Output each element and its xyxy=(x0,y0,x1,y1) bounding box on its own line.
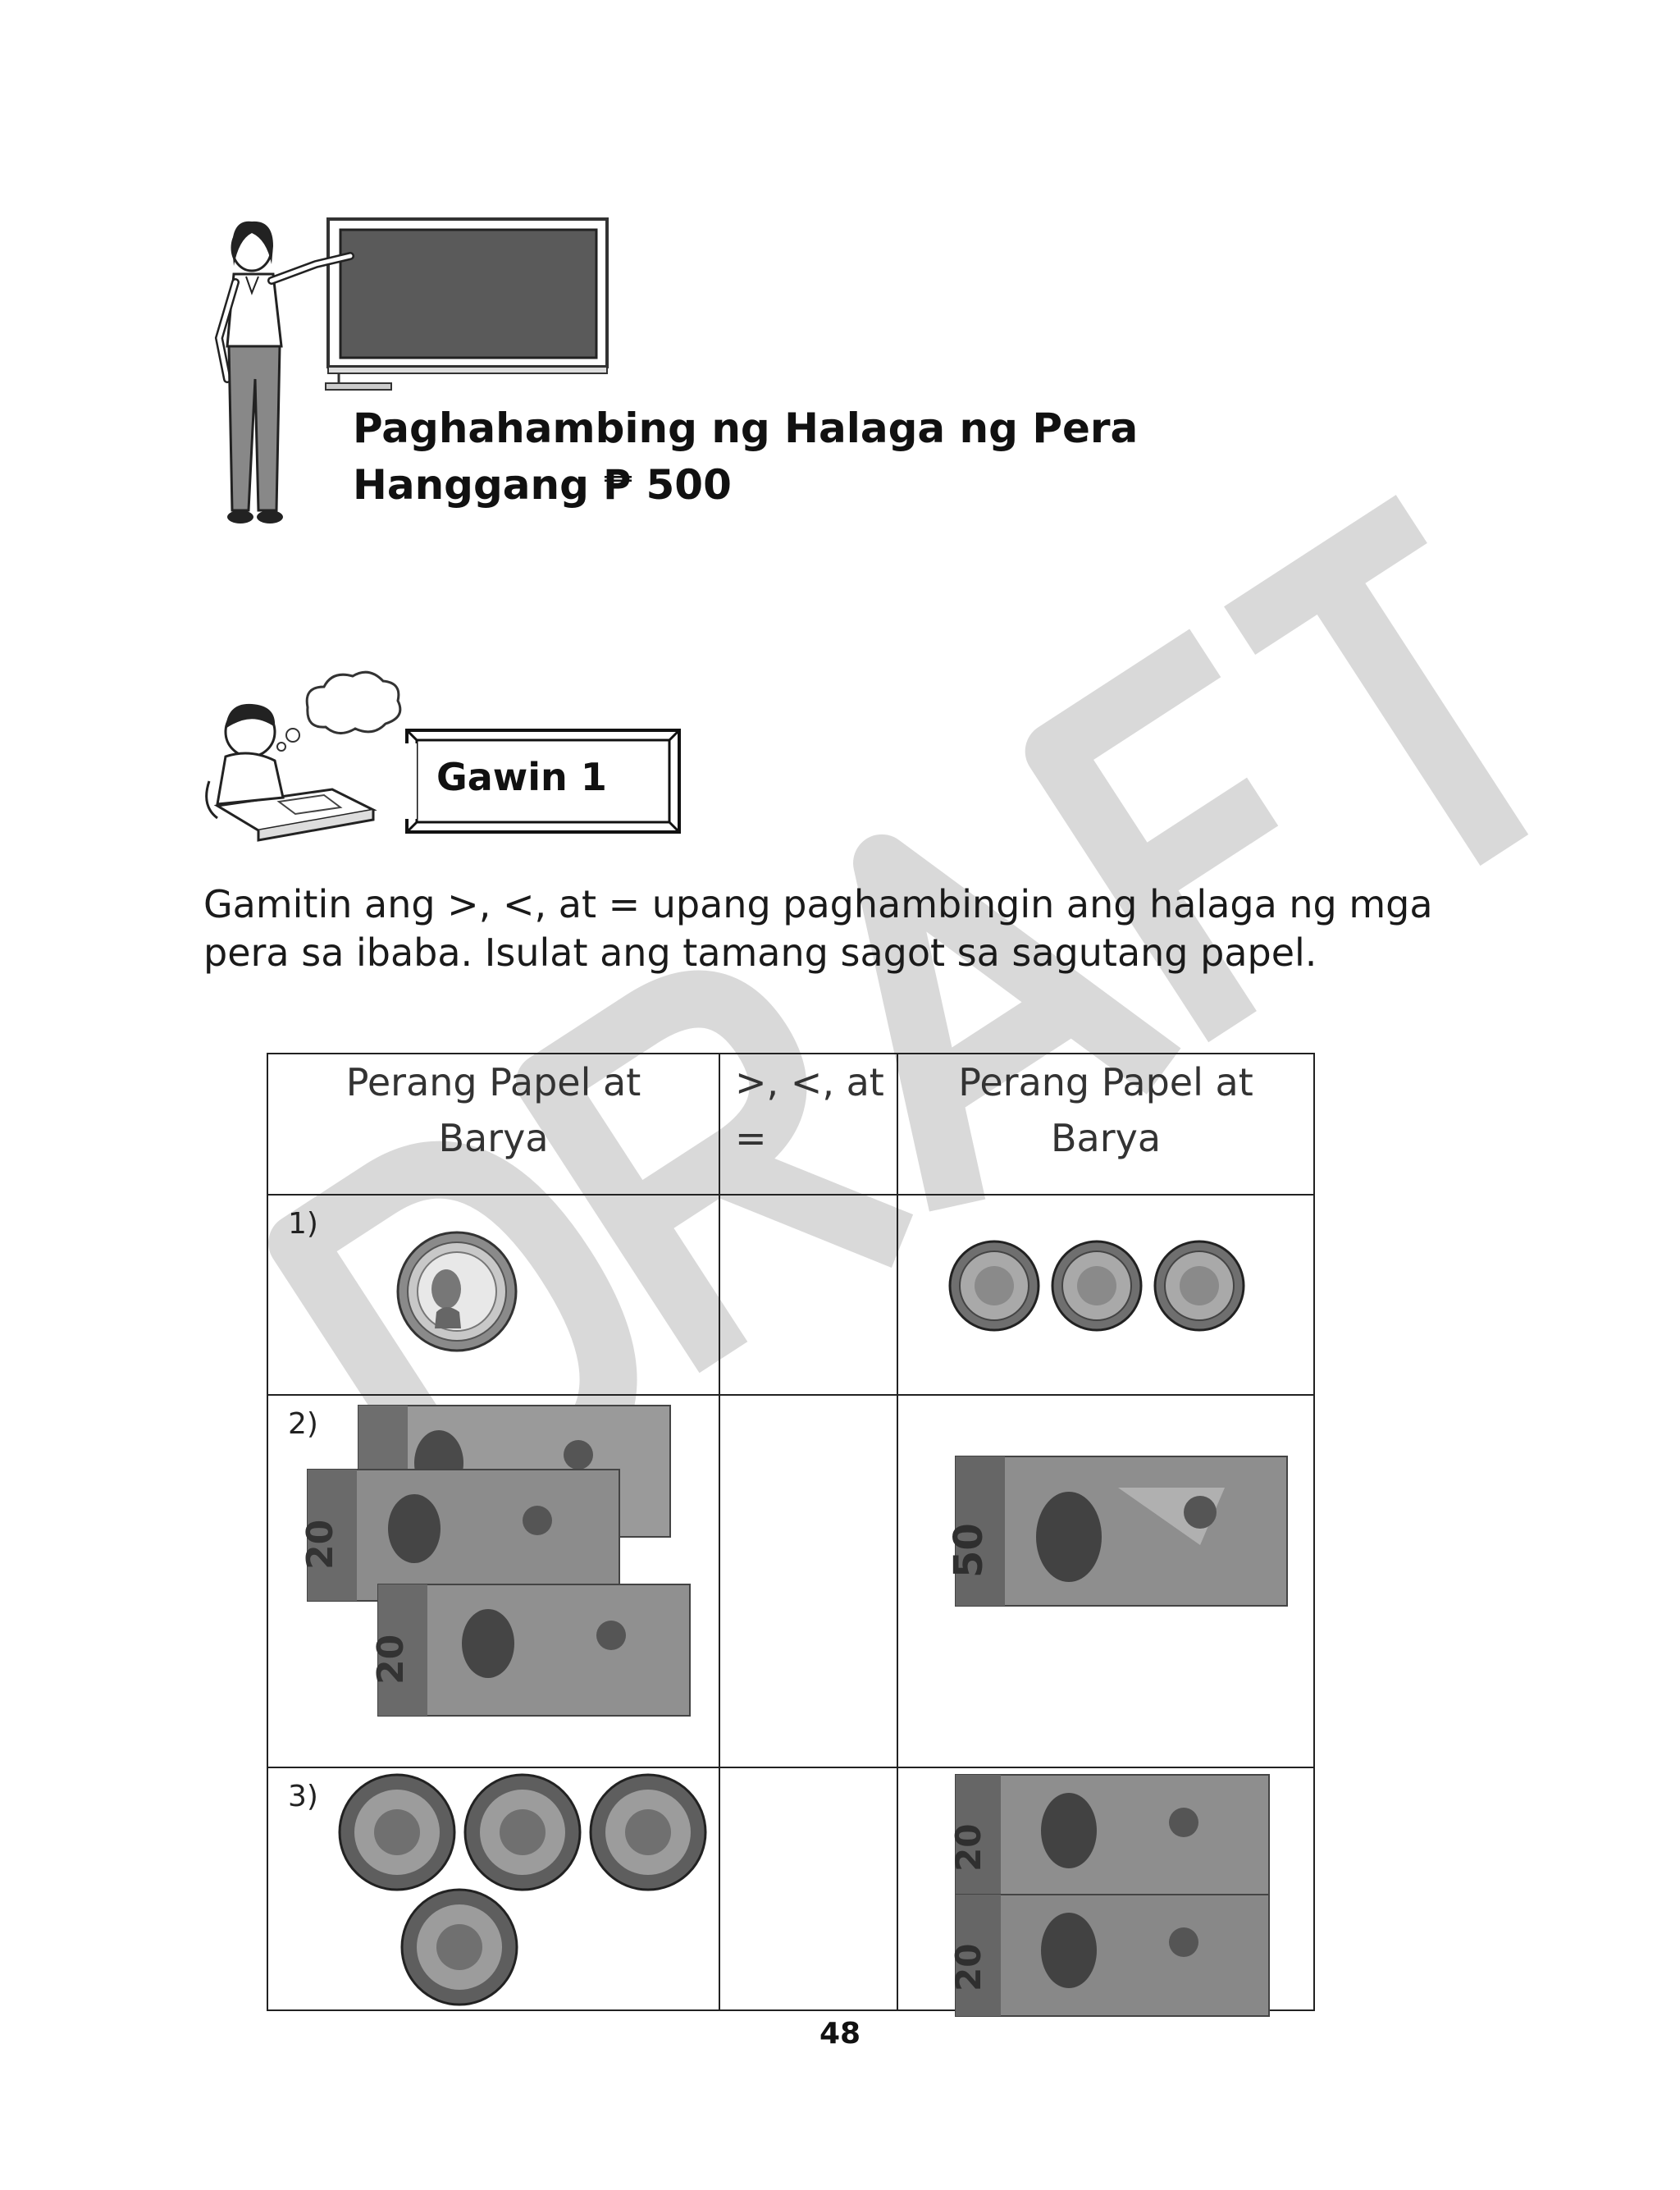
row-2-left-cell xyxy=(267,1395,719,1767)
row-3-answer-cell[interactable] xyxy=(719,1767,897,2010)
table-row xyxy=(267,1195,1314,1395)
row-1-number: 1) xyxy=(288,1207,318,1241)
header-comparison: >, <, at = xyxy=(719,1054,897,1195)
four-five-peso-coins-image xyxy=(338,1773,707,2008)
activity-label: Gawin 1 xyxy=(436,755,607,799)
title-line-1: Paghahambing ng Halaga ng Pera xyxy=(353,405,1139,452)
table-row xyxy=(267,1767,1314,2010)
svg-text:50: 50 xyxy=(946,1523,992,1578)
fifty-peso-bill-image xyxy=(946,1455,1289,1607)
row-3-number: 3) xyxy=(288,1780,318,1813)
row-1-right-cell xyxy=(897,1195,1314,1395)
row-1-answer-cell[interactable] xyxy=(719,1195,897,1395)
header-left-money: Perang Papel at Barya xyxy=(267,1054,719,1195)
three-twenty-peso-bills-image xyxy=(299,1406,693,1727)
page-number: 48 xyxy=(819,2017,861,2051)
thinking-student-illustration xyxy=(201,666,406,847)
two-twenty-peso-bills-image xyxy=(948,1773,1271,2019)
svg-text:20: 20 xyxy=(370,1634,412,1685)
three-one-peso-coins-image xyxy=(949,1238,1244,1333)
svg-text:20: 20 xyxy=(299,1519,341,1570)
svg-text:20: 20 xyxy=(948,1943,988,1991)
row-2-right-cell xyxy=(897,1395,1314,1767)
instructions-text: Gamitin ang >, <, at = upang paghambingin ang halaga ng mga pera sa ibaba. Isulat ang tamang sagot sa sagutang papel. xyxy=(203,882,1433,975)
header-right-money: Perang Papel at Barya xyxy=(897,1054,1314,1195)
ten-peso-coin-image xyxy=(395,1230,518,1353)
page-title xyxy=(353,400,1138,514)
table-header-row xyxy=(267,1054,1314,1195)
row-2-number: 2) xyxy=(288,1407,318,1441)
row-1-left-cell xyxy=(267,1195,719,1395)
row-3-left-cell xyxy=(267,1767,719,2010)
svg-text:20: 20 xyxy=(948,1823,988,1872)
table-row xyxy=(267,1395,1314,1767)
row-2-answer-cell[interactable] xyxy=(719,1395,897,1767)
money-comparison-table xyxy=(267,1053,1315,2011)
row-3-right-cell xyxy=(897,1767,1314,2010)
title-line-2: Hanggang ₱ 500 xyxy=(353,461,732,509)
